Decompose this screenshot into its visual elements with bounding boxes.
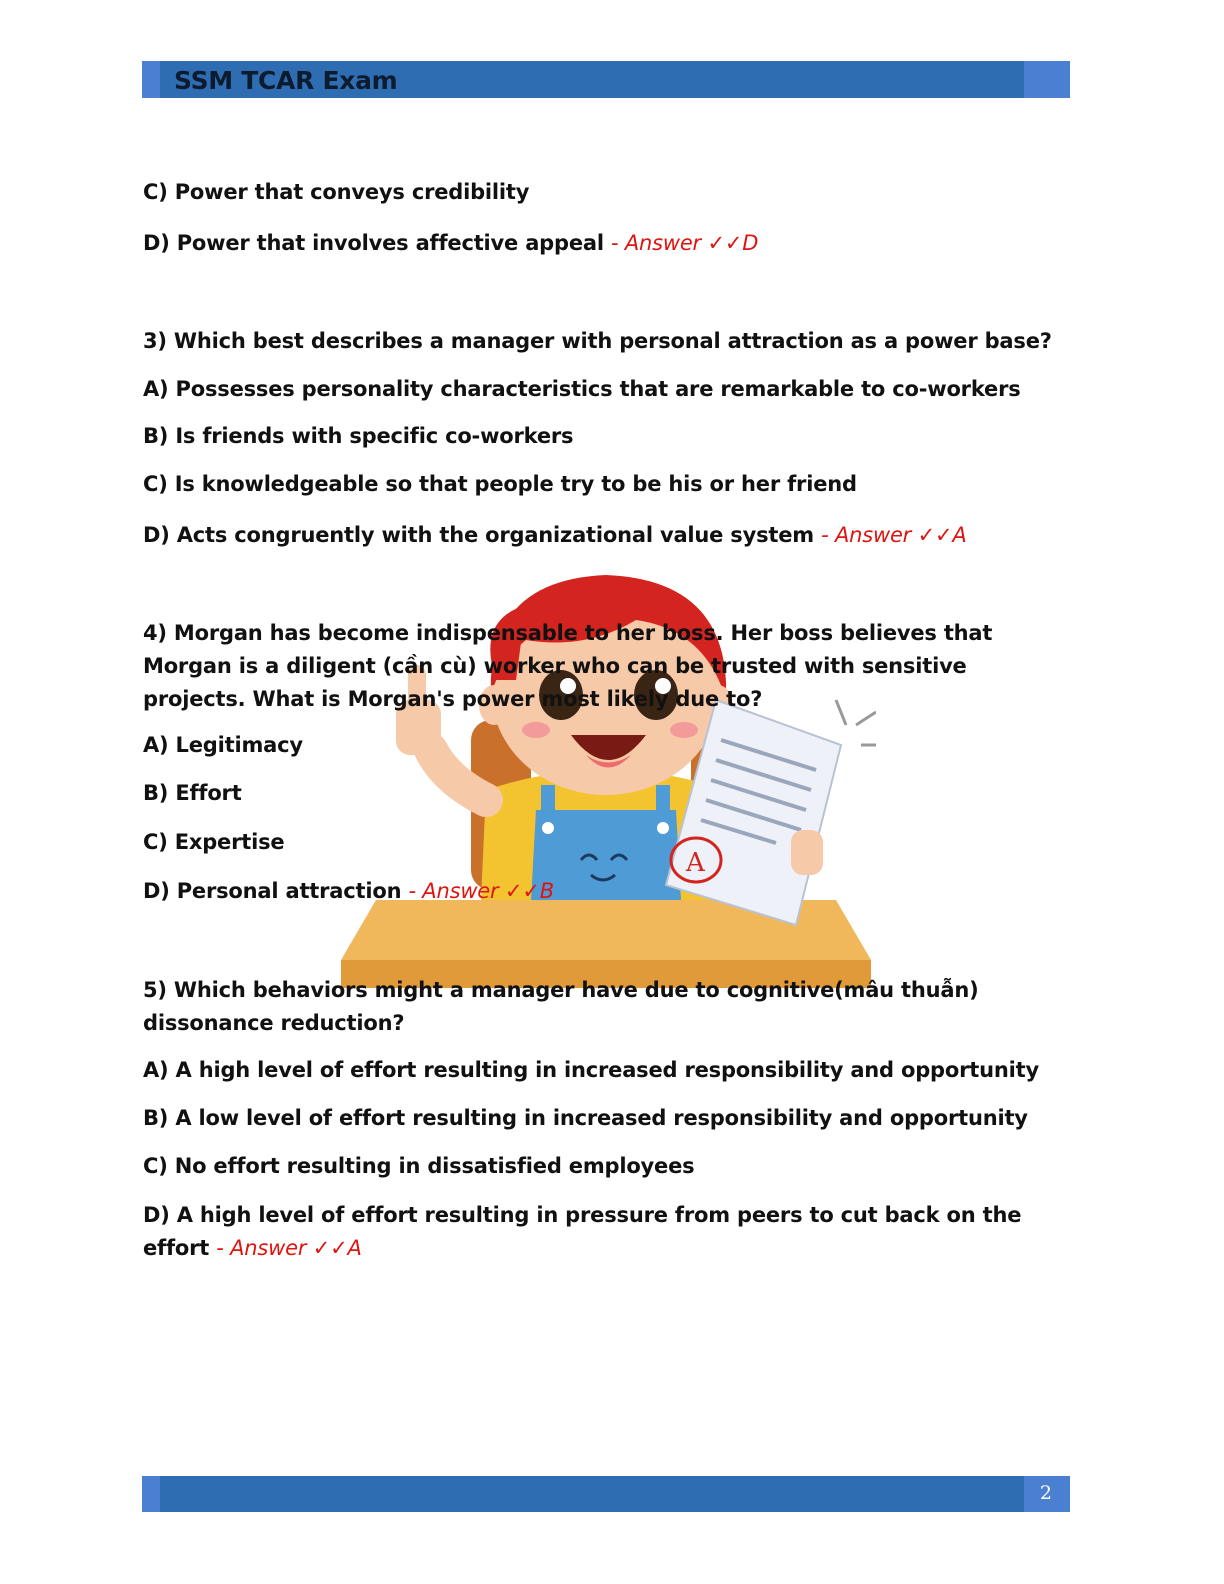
document-title: SSM TCAR Exam (174, 66, 398, 95)
q5-question: 5) Which behaviors might a manager have due to cognitive(mâu thuẫn) dissonance reduction? (143, 978, 979, 1035)
q4-question: 4) Morgan has become indispensable to her boss. Her boss believes that Morgan is a diligent (cần cù) worker who can be trusted with sensitive projects. What is Morgan's power most likely due to? (143, 621, 993, 711)
q4-option-a: A) Legitimacy (143, 733, 303, 757)
q2-option-d (143, 231, 758, 255)
q2-answer: - Answer ✓✓D (610, 231, 759, 255)
header-accent-left (142, 61, 160, 98)
q3-option-a: A) Possesses personality characteristics that are remarkable to co-workers (143, 377, 1021, 401)
q2-option-d-text: D) Power that involves affective appeal (143, 231, 604, 255)
footer-accent-left (142, 1476, 160, 1512)
q3-option-d-text: D) Acts congruently with the organizational value system (143, 523, 814, 547)
q5-option-d (143, 1199, 1068, 1265)
q2-option-c: C) Power that conveys credibility (143, 180, 530, 204)
q5-option-a: A) A high level of effort resulting in increased responsibility and opportunity (143, 1058, 1039, 1082)
q3-option-b: B) Is friends with specific co-workers (143, 424, 574, 448)
q3-option-c: C) Is knowledgeable so that people try to be his or her friend (143, 472, 857, 496)
q5-answer: - Answer ✓✓A (216, 1236, 362, 1260)
q3-answer: - Answer ✓✓A (821, 523, 967, 547)
q4-option-c: C) Expertise (143, 830, 285, 854)
page-number: 2 (1039, 1482, 1052, 1504)
q4-answer: - Answer ✓✓B (408, 879, 554, 903)
q3-question: 3) Which best describes a manager with personal attraction as a power base? (143, 329, 1052, 353)
q4-option-b: B) Effort (143, 781, 242, 805)
footer-bar (142, 1476, 1070, 1512)
q4-option-d-text: D) Personal attraction (143, 879, 402, 903)
q5-option-b: B) A low level of effort resulting in increased responsibility and opportunity (143, 1106, 1028, 1130)
header-accent-right (1024, 61, 1070, 98)
q5-option-c: C) No effort resulting in dissatisfied employees (143, 1154, 695, 1178)
q3-option-d (143, 523, 967, 547)
svg-text:A: A (686, 848, 705, 878)
q5-option-d-text: D) A high level of effort resulting in pressure from peers to cut back on the effort (143, 1203, 1022, 1260)
q4-option-d (143, 879, 554, 903)
header-bar (142, 61, 1070, 98)
